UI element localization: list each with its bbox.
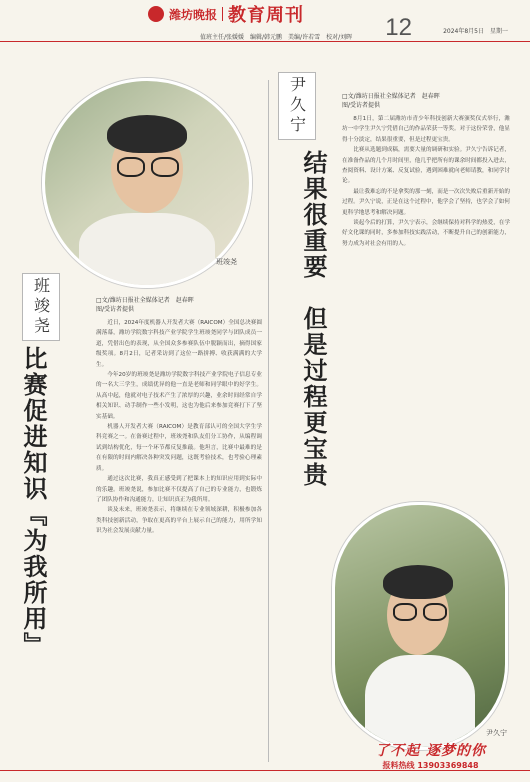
paragraph: 比赛从选题到成稿，需要大量的调研和实验。尹久宁告诉记者，在准备作品的几个月时间里，他几乎把所有的课余时间都投入进去，查阅资料、设计方案、反复试验，遇到困难就向老师请教，和同学讨论。 [342,147,510,185]
paragraph: 最让我难忘的不是拿奖的那一刻，而是一次次失败后重新开始的过程。尹久宁说，正是在这个过程中，他学会了坚持，也学会了如何更科学地思考和解决问题。 [342,188,510,216]
column-brand [375,740,486,771]
paper-logo-icon [148,6,164,22]
glasses-left-icon [393,603,417,621]
headline-top: 比赛促进知识『为我所用』 [19,346,47,658]
section-title: 教育周刊 [228,5,305,26]
masthead-logo [148,4,304,24]
photo-caption-bottom: 尹久宁 [486,729,507,737]
profile-photo-bottom [332,502,508,750]
paragraph: 谈及未来，班竣尧表示，将继续在专业领域深耕，积极参加各类科技创新活动，争取在更高的平台上展示自己的能力，用所学知识为社会发展贡献力量。 [96,507,262,535]
header-rule [0,41,530,42]
hair-shape [383,565,453,599]
name-box-top [22,273,60,341]
byline-bottom: □文/潍坊日报社全媒体记者 赵春晖 图/受访者提供 [342,93,440,109]
brand-hotline: 报料热线 13903369848 [382,761,479,770]
article-body-bottom [342,114,510,498]
page-number: 12 [385,14,412,41]
glasses-left-icon [117,157,145,177]
paper-name: 潍坊晚报 [169,7,218,22]
shirt-shape [365,655,475,750]
issue-date: 2024年8月5日 星期一 [443,28,508,35]
article-body-top [96,318,262,766]
paragraph: 通过这次比赛，我真正感受到了把课本上的知识应用到实际中的乐趣。班竣尧说，参加比赛不仅提高了自己的专业能力，也锻炼了团队协作和沟通能力，让知识真正为我所用。 [96,476,262,503]
footer-rule [0,770,530,771]
photo-caption-top: 班竣尧 [216,258,237,266]
paragraph: 机器人开发者大赛（RAICOM）是教育部认可的全国大学生学科竞赛之一。在备赛过程中，班竣尧和队友们分工协作，从编程调试到结构优化，每一个环节都反复推敲。他坦言，比赛中最难的是在有限的时间内解决各种突发问题，这既考验技术，也考验心理素质。 [96,424,262,472]
profile-name-top: 班竣尧 [31,277,51,337]
hair-shape [107,115,187,153]
shirt-shape [79,213,215,288]
paragraph: 谈起今后的打算，尹久宁表示，会继续保持对科学的热爱，在学好文化课的同时，多参加科技实践活动，不断提升自己的创新能力，努力成为对社会有用的人。 [342,220,510,247]
headline-bottom: 结果很重要 但是过程更宝贵 [299,150,327,488]
paragraph: 近日，2024年度机器人开发者大赛（RAICOM）全国总决赛圆满落幕，潍坊学院数字科技产业学院学生班竣尧同学与团队成员一道，凭借出色的表现，从全国众多参赛队伍中脱颖而出，摘得国家级奖项。8月2日，记者采访到了这位一路拼搏、收获满满的大学生。 [96,320,262,368]
brand-slogan: 了不起 逐梦的你 [375,743,486,759]
glasses-right-icon [423,603,447,621]
glasses-right-icon [151,157,179,177]
paragraph: 今年20岁的班竣尧是潍坊学院数字科技产业学院电子信息专业的一名大三学生，成绩优异的他一直是老师和同学眼中的好学生。从高中起，他就对电子技术产生了浓厚的兴趣，业余时间经常自学相关知识、动手制作一些小发明，这也为他后来参加竞赛打下了坚实基础。 [96,372,262,420]
paragraph: 8月1日，第二届潍坊市青少年科技创新大赛颁奖仪式举行，潍坊一中学生尹久宁凭借自己的作品荣获一等奖。对于这份荣誉，他显得十分淡定，结果很重要，但是过程更宝贵。 [342,116,510,143]
editor-credits: 值班主任/张媛媛 编辑/韩元鹏 美编/许若雪 校对/刘晖 [200,34,353,41]
byline-top: □文/潍坊日报社全媒体记者 赵春晖 图/受访者提供 [96,297,194,313]
name-box-bottom [278,72,316,140]
masthead-separator [222,7,223,21]
profile-name-bottom: 尹久宁 [287,76,307,136]
column-divider [268,80,269,762]
